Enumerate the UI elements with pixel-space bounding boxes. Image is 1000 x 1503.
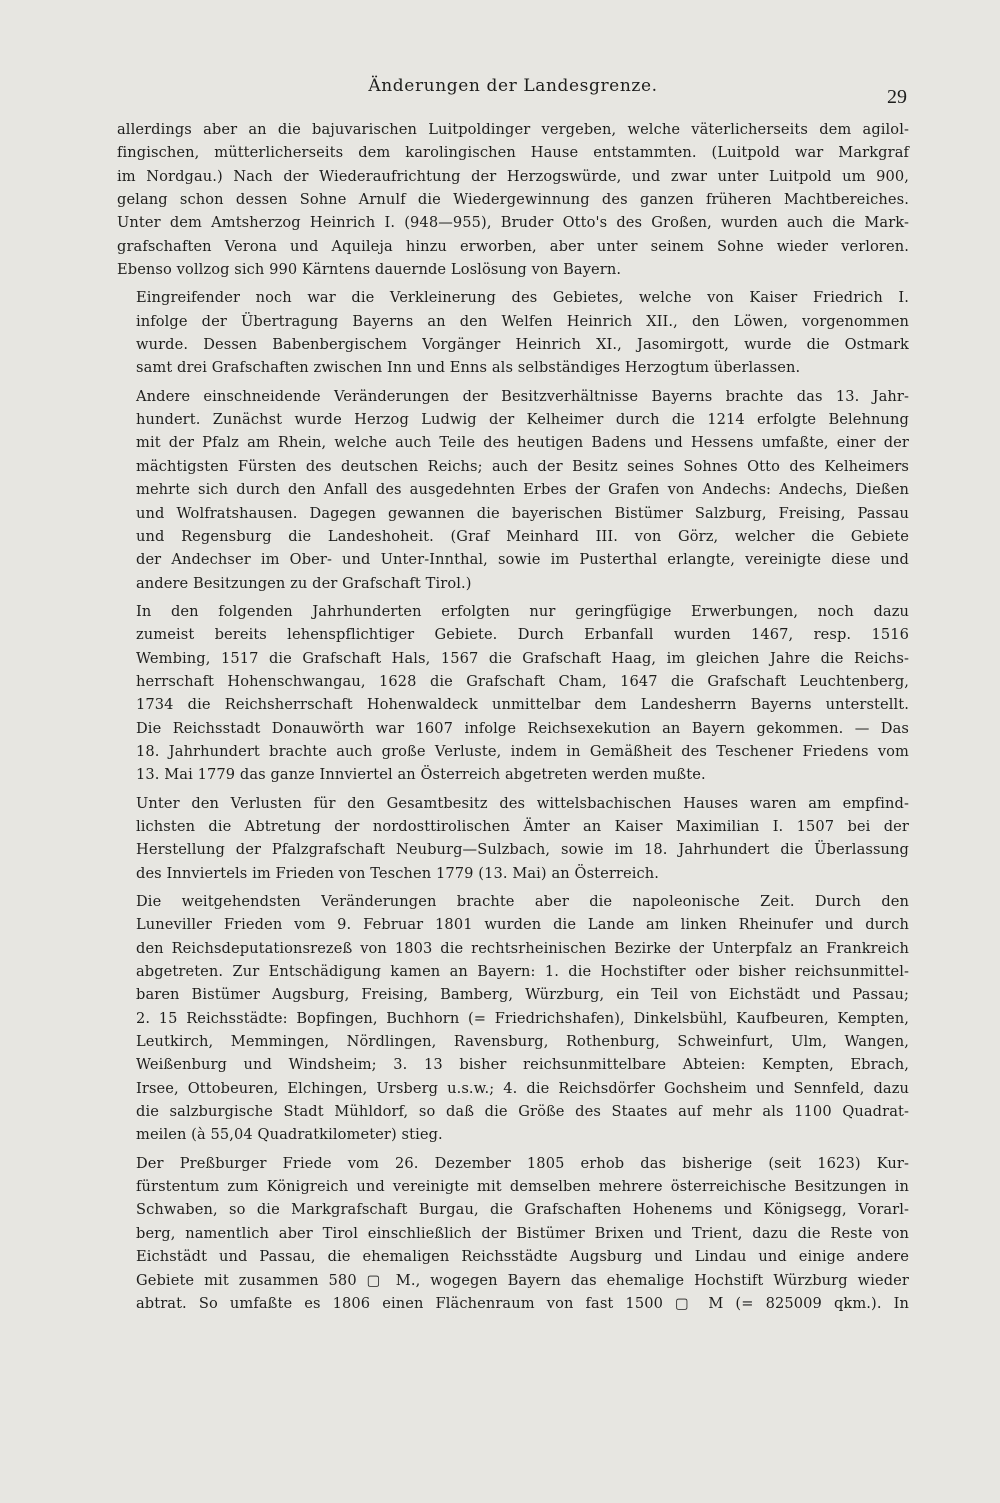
text-line: den Reichsdeputationsrezeß von 1803 die rechtsrheinischen Bezirke der Unterpfalz an Frankreich (136, 939, 909, 957)
paragraph (117, 600, 909, 787)
text-line: hundert. Zunächst wurde Herzog Ludwig der Kelheimer durch die 1214 erfolgte Belehnung (136, 411, 909, 429)
text-line: gelang schon dessen Sohne Arnulf die Wiedergewinnung des ganzen früheren Machtbereiches. (117, 191, 909, 209)
text-line: wurde. Dessen Babenbergischem Vorgänger Heinrich XI., Jasomirgott, wurde die Ostmark (136, 336, 909, 354)
text-line: Der Preßburger Friede vom 26. Dezember 1805 erhob das bisherige (seit 1623) Kur- (136, 1154, 909, 1172)
text-line: Irsee, Ottobeuren, Elchingen, Ursberg u.s.w.; 4. die Reichsdörfer Gochsheim und Sennfeld, dazu (136, 1079, 909, 1097)
text-line: 1734 die Reichsherrschaft Hohenwaldeck unmittelbar dem Landesherrn Bayerns unterstellt. (136, 696, 909, 714)
text-line: grafschaften Verona und Aquileja hinzu erworben, aber unter seinem Sohne wieder verloren. (117, 237, 909, 255)
text-line: fürstentum zum Königreich und vereinigte mit demselben mehrere österreichische Besitzungen in (136, 1178, 909, 1196)
text-line: Leutkirch, Memmingen, Nördlingen, Ravensburg, Rothenburg, Schweinfurt, Ulm, Wangen, (136, 1033, 909, 1051)
text-line: andere Besitzungen zu der Grafschaft Tirol.) (136, 574, 472, 592)
paragraph (117, 118, 909, 281)
text-line: im Nordgau.) Nach der Wiederaufrichtung der Herzogswürde, und zwar unter Luitpold um 900, (117, 167, 909, 185)
text-line: Die Reichsstadt Donauwörth war 1607 infolge Reichsexekution an Bayern gekommen. — Das (136, 719, 909, 737)
text-line: allerdings aber an die bajuvarischen Luitpoldinger vergeben, welche väterlicherseits dem agilol- (117, 121, 909, 138)
paragraph (117, 286, 909, 379)
text-line: mächtigsten Fürsten des deutschen Reichs; auch der Besitz seines Sohnes Otto des Kelheimers (136, 457, 909, 475)
text-line: mit der Pfalz am Rhein, welche auch Teile des heutigen Badens und Hessens umfaßte, einer der (136, 434, 909, 452)
text-line: der Andechser im Ober- und Unter-Innthal, sowie im Pusterthal erlangte, vereinigte diese und (136, 551, 909, 569)
text-line: Wembing, 1517 die Grafschaft Hals, 1567 die Grafschaft Haag, im gleichen Jahre die Reichs- (136, 649, 909, 667)
text-line: die salzburgische Stadt Mühldorf, so daß die Größe des Staates auf mehr als 1100 Quadrat- (136, 1103, 909, 1121)
text-line: Weißenburg und Windsheim; 3. 13 bisher reichsunmittelbare Abteien: Kempten, Ebrach, (136, 1056, 909, 1074)
text-line: abtrat. So umfaßte es 1806 einen Flächenraum von fast 1500 ▢ M (= 825009 qkm.). In (136, 1294, 909, 1312)
text-line: 2. 15 Reichsstädte: Bopfingen, Buchhorn (= Friedrichshafen), Dinkelsbühl, Kaufbeuren, Kempten, (136, 1009, 909, 1027)
text-line: Eichstädt und Passau, die ehemaligen Reichsstädte Augsburg und Lindau und einige andere (136, 1248, 909, 1266)
text-line: samt drei Grafschaften zwischen Inn und Enns als selbständiges Herzogtum überlassen. (136, 359, 801, 377)
text-line: Die weitgehendsten Veränderungen brachte aber die napoleonische Zeit. Durch den (136, 893, 909, 910)
text-line: fingischen, mütterlicherseits dem karolingischen Hause entstammten. (Luitpold war Markgraf (117, 144, 909, 162)
text-line: Andere einschneidende Veränderungen der Besitzverhältnisse Bayerns brachte das 13. Jahr- (136, 387, 909, 405)
text-line: Ebenso vollzog sich 990 Kärntens dauernde Loslösung von Bayern. (117, 261, 622, 279)
text-line: Unter dem Amtsherzog Heinrich I. (948—955), Bruder Otto's des Großen, wurden auch die Mark- (117, 214, 909, 232)
text-line: Eingreifender noch war die Verkleinerung des Gebietes, welche von Kaiser Friedrich I. (136, 289, 909, 307)
text-line: Luneviller Frieden vom 9. Februar 1801 wurden die Lande am linken Rheinufer und durch (136, 916, 909, 934)
text-line: und Regensburg die Landeshoheit. (Graf Meinhard III. von Görz, welcher die Gebiete (136, 527, 909, 545)
text-line: 18. Jahrhundert brachte auch große Verluste, indem in Gemäßheit des Teschener Friedens vom (136, 742, 909, 760)
text-line: Herstellung der Pfalzgrafschaft Neuburg—Sulzbach, sowie im 18. Jahrhundert die Überlassung (136, 841, 909, 859)
text-line: Unter den Verlusten für den Gesamtbesitz des wittelsbachischen Hauses waren am empfind- (136, 794, 909, 812)
paragraph (117, 385, 909, 595)
text-line: meilen (à 55,04 Quadratkilometer) stieg. (136, 1126, 443, 1144)
text-line: mehrte sich durch den Anfall des ausgedehnten Erbes der Grafen von Andechs: Andechs, Dießen (136, 481, 909, 499)
text-line: In den folgenden Jahrhunderten erfolgten nur geringfügige Erwerbungen, noch dazu (136, 602, 909, 620)
page-number: 29 (887, 86, 907, 108)
text-line: lichsten die Abtretung der nordosttirolischen Ämter an Kaiser Maximilian I. 1507 bei der (136, 817, 909, 835)
paragraph (117, 1152, 909, 1315)
text-line: und Wolfratshausen. Dagegen gewannen die bayerischen Bistümer Salzburg, Freising, Passau (136, 504, 909, 522)
text-line: infolge der Übertragung Bayerns an den Welfen Heinrich XII., den Löwen, vorgenommen (136, 312, 909, 330)
text-line: herrschaft Hohenschwangau, 1628 die Grafschaft Cham, 1647 die Grafschaft Leuchtenberg, (136, 672, 909, 690)
running-title: Änderungen der Landesgrenze. (368, 76, 658, 96)
text-line: zumeist bereits lehenspflichtiger Gebiete. Durch Erbanfall wurden 1467, resp. 1516 (136, 626, 909, 644)
paragraph (117, 890, 909, 1147)
text-line: 13. Mai 1779 das ganze Innviertel an Österreich abgetreten werden mußte. (136, 766, 706, 784)
text-line: baren Bistümer Augsburg, Freising, Bamberg, Würzburg, ein Teil von Eichstädt und Passau; (136, 986, 909, 1004)
running-head (117, 0, 909, 118)
text-line: des Innviertels im Frieden von Teschen 1779 (13. Mai) an Österreich. (136, 864, 660, 882)
text-line: abgetreten. Zur Entschädigung kamen an Bayern: 1. die Hochstifter oder bisher reichsunmittel- (136, 963, 909, 981)
body-text (117, 118, 909, 1315)
paragraph (117, 792, 909, 885)
text-line: berg, namentlich aber Tirol einschließlich der Bistümer Brixen und Trient, dazu die Reste von (136, 1224, 909, 1242)
text-line: Gebiete mit zusammen 580 ▢ M., wogegen Bayern das ehemalige Hochstift Würzburg wieder (136, 1271, 909, 1289)
text-line: Schwaben, so die Markgrafschaft Burgau, die Grafschaften Hohenems und Königsegg, Vorarl- (136, 1201, 909, 1219)
